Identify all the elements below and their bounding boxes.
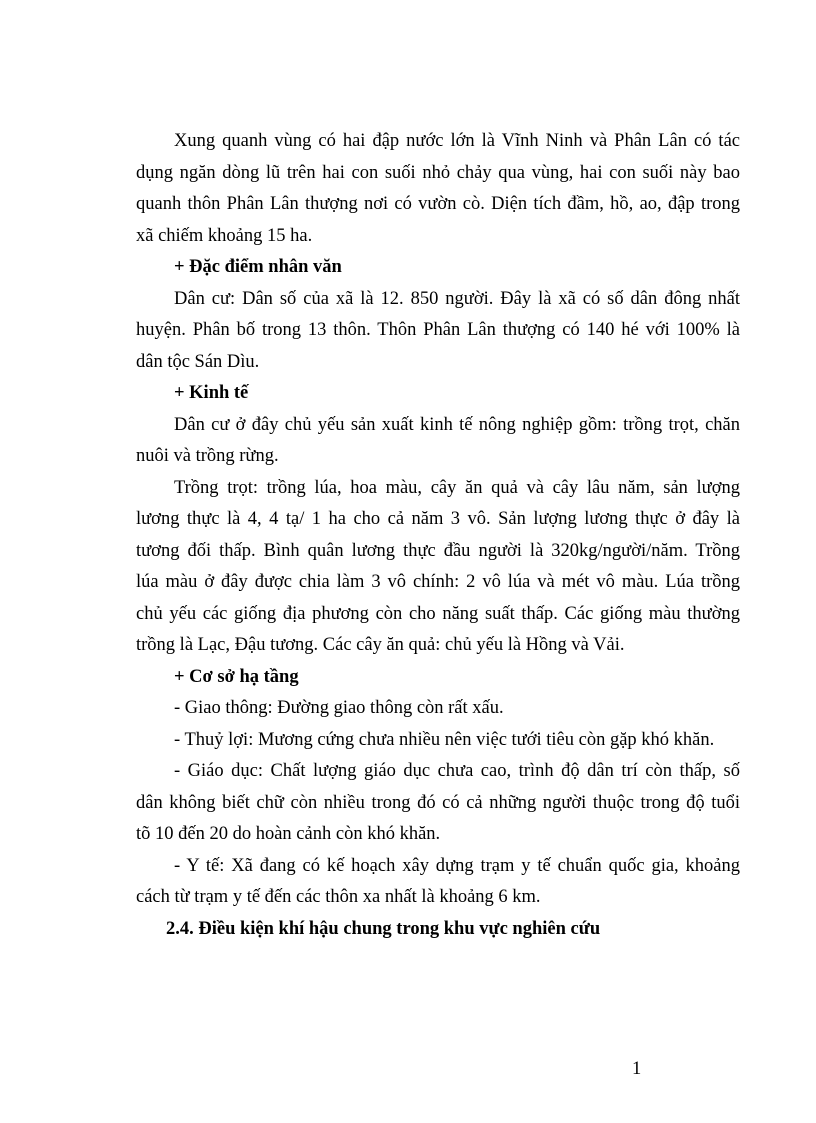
text-line: nuôi và trồng rừng. xyxy=(136,446,279,466)
text-line: tương đối thấp. Bình quân lương thực đầu người là 320kg/người/năm. Trồng xyxy=(136,540,740,561)
paragraph-water-bodies xyxy=(136,126,740,252)
text-line: Xung quanh vùng có hai đập nước lớn là Vĩnh Ninh và Phân Lân có tác xyxy=(174,131,740,151)
text-line: trồng là Lạc, Đậu tương. Các cây ăn quả: chủ yếu là Hồng và Vải. xyxy=(136,635,625,655)
text-line: Dân cư: Dân số của xã là 12. 850 người. Đây là xã có số dân đông nhất xyxy=(174,288,740,309)
paragraph-cultivation xyxy=(136,473,740,662)
page-number: 1 xyxy=(632,1059,642,1079)
text-line: - Giao thông: Đường giao thông còn rất xấu. xyxy=(174,698,504,718)
text-line: quanh thôn Phân Lân thượng nơi có vườn cò. Diện tích đầm, hồ, ao, đập trong xyxy=(136,194,740,214)
heading-economy: + Kinh tế xyxy=(174,383,249,403)
text-line: - Giáo dục: Chất lượng giáo dục chưa cao, trình độ dân trí còn thấp, số xyxy=(174,761,740,781)
text-line: cách từ trạm y tế đến các thôn xa nhất là khoảng 6 km. xyxy=(136,887,541,907)
text-line: dân không biết chữ còn nhiều trong đó có cả những người thuộc trong độ tuổi xyxy=(136,792,740,813)
text-line: lúa màu ở đây được chia làm 3 vô chính: 2 vô lúa và mét vô màu. Lúa trồng xyxy=(136,572,740,592)
page-content xyxy=(136,126,740,945)
paragraph-population xyxy=(136,284,740,379)
text-line: Trồng trọt: trồng lúa, hoa màu, cây ăn quả và cây lâu năm, sản lượng xyxy=(174,477,740,498)
heading-humanities: + Đặc điểm nhân văn xyxy=(174,257,342,277)
text-line: huyện. Phân bố trong 13 thôn. Thôn Phân Lân thượng có 140 hé với 100% là xyxy=(136,320,740,340)
bullet-irrigation xyxy=(136,725,740,757)
text-line: dụng ngăn dòng lũ trên hai con suối nhỏ chảy qua vùng, hai con suối này bao xyxy=(136,162,740,183)
text-line: dân tộc Sán Dìu. xyxy=(136,351,260,372)
text-line: - Y tế: Xã đang có kế hoạch xây dựng trạm y tế chuẩn quốc gia, khoảng xyxy=(174,855,740,876)
paragraph-economy xyxy=(136,410,740,473)
heading-infrastructure: + Cơ sở hạ tầng xyxy=(174,666,299,687)
text-line: chủ yếu các giống địa phương còn cho năng suất thấp. Các giống màu thường xyxy=(136,603,740,624)
text-line: tõ 10 đến 20 do hoàn cảnh còn khó khăn. xyxy=(136,824,441,844)
bullet-education xyxy=(136,756,740,851)
text-line: xã chiếm khoảng 15 ha. xyxy=(136,225,313,246)
section-heading-climate: 2.4. Điều kiện khí hậu chung trong khu vực nghiên cứu xyxy=(166,918,601,939)
text-line: lương thực là 4, 4 tạ/ 1 ha cho cả năm 3 vô. Sản lượng lương thực ở đây là xyxy=(136,509,740,529)
bullet-transport xyxy=(136,693,740,725)
bullet-health xyxy=(136,851,740,914)
text-line: Dân cư ở đây chủ yếu sản xuất kinh tế nông nghiệp gồm: trồng trọt, chăn xyxy=(174,414,740,435)
text-line: - Thuỷ lợi: Mương cứng chưa nhiều nên việc tưới tiêu còn gặp khó khăn. xyxy=(174,729,715,750)
